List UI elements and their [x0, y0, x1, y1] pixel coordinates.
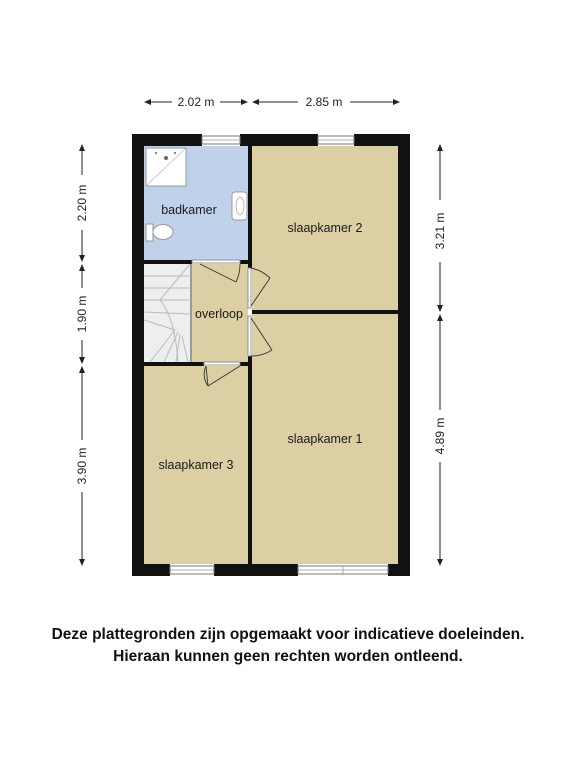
toilet-icon: [146, 224, 173, 241]
label-slaapkamer-3: slaapkamer 3: [158, 458, 234, 472]
window-badkamer: [202, 136, 240, 144]
window-slaapkamer-1: [298, 566, 388, 574]
window-slaapkamer-3: [170, 566, 214, 574]
label-badkamer: badkamer: [161, 203, 217, 217]
dim-right-top: 3.21 m: [433, 212, 447, 250]
window-slaapkamer-2: [318, 136, 354, 144]
disclaimer-line-1: Deze plattegronden zijn opgemaakt voor indicatieve doeleinden.: [51, 626, 525, 643]
dim-left-bottom: 3.90 m: [75, 447, 89, 485]
dim-left-middle: 1.90 m: [75, 295, 89, 333]
sink-icon: [232, 192, 247, 220]
disclaimer-line-2: Hieraan kunnen geen rechten worden ontleend.: [113, 648, 463, 665]
label-slaapkamer-2: slaapkamer 2: [287, 221, 363, 235]
dim-left-top: 2.20 m: [75, 184, 89, 222]
dim-right-bottom: 4.89 m: [433, 417, 447, 455]
shower-icon: [146, 148, 186, 186]
label-slaapkamer-1: slaapkamer 1: [287, 432, 363, 446]
dim-top-right: 2.85 m: [305, 95, 343, 109]
disclaimer: [0, 624, 576, 668]
dim-top-left: 2.02 m: [177, 95, 215, 109]
label-overloop: overloop: [195, 307, 243, 321]
